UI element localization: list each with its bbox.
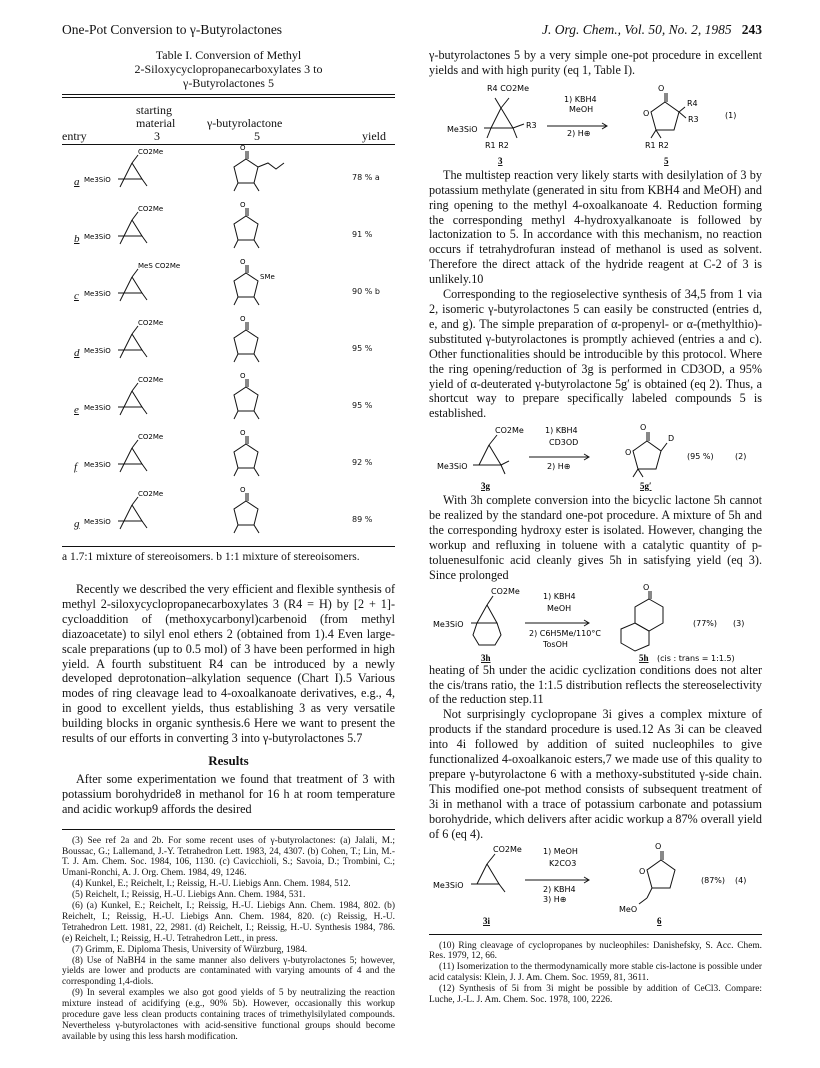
substituent-label: CO2Me [138,148,164,156]
footnote-rule [62,829,395,830]
footnote: (6) (a) Kunkel, E.; Reichelt, I.; Reissig, H.-U. Liebigs Ann. Chem. 1984, 802. (b) Reichelt, I.; Reissig, H.-U. Liebigs Ann. Chem. 1984, 820. (c) Reissig, H.-U. Tetrahedron Lett. 1981, 22, 2981. (d) Reichelt, I.; Reissig, H.-U. Synthesis 1984, 786. (e) Reichelt, I.; Reissig, H.-U. Tetrahedron Lett., in press. [62,901,395,944]
silyl-label: Me3SiO [84,518,111,526]
table-row [62,145,395,202]
journal-citation [542,22,762,38]
prod-r3-label: R3 [688,114,699,124]
svg-text:O: O [639,866,646,876]
svg-text:O: O [240,316,246,323]
silyl-label: Me3SiO [84,404,111,412]
row-structures [62,145,395,202]
right-column [429,48,762,1006]
header-yield: yield [362,129,386,143]
silyl-label: Me3SiO [433,619,464,629]
table-title-line: γ-Butyrolactones 5 [183,76,274,90]
paragraph: After some experimentation we found that treatment of 3 with potassium borohydride8 in methanol for 16 h at room temperature and acidic workup9 affords the desired [62,771,395,816]
left-column [62,48,395,1043]
table-bottom-rule [62,546,395,547]
equation-number: (1) [725,110,737,120]
row-structures [62,430,395,487]
row-entry: a [74,176,80,188]
prod-r4-label: R4 [687,98,698,108]
page-number: 243 [741,22,762,37]
yield-label: (77%) [693,618,718,628]
svg-text:O: O [240,373,246,380]
reagent-label: 2) C6H5Me/110°C [529,628,601,638]
row-yield: 95 % [352,344,373,353]
header-lactone: γ-butyrolactone [207,116,283,130]
ratio-label: (cis : trans = 1:1.5) [657,653,735,663]
substituent-label: CO2Me [495,426,524,436]
table-header [62,98,395,144]
row-yield: 78 % a [352,173,380,182]
compound-label: 5 [664,155,669,166]
reagent-label: 2) KBH4 [543,884,576,894]
equation-4-scheme [429,842,762,928]
substituent-label: MeS CO2Me [138,262,181,270]
reagent-label: 1) MeOH [543,846,578,856]
table-body [62,145,395,544]
silyl-label: Me3SiO [433,880,464,890]
table-row [62,259,395,316]
equation-4 [429,842,762,928]
substituent-label: CO2Me [138,490,164,498]
equation-1-scheme [429,78,762,168]
footnote: (12) Synthesis of 5i from 3i might be possible by addition of CeCl3. Compare: Luche, J.-L. J. Am. Chem. Soc. 1978, 100, 2226. [429,984,762,1006]
reagent-label: 1) KBH4 [545,426,578,436]
paragraph: γ-butyrolactones 5 by a very simple one-pot procedure in excellent yields and with high purity (eq 1, Table I). [429,48,762,77]
footnotes-left [62,836,395,1043]
svg-text:O: O [240,430,246,437]
footnote: (4) Kunkel, E.; Reichelt, I.; Reissig, H.-U. Liebigs Ann. Chem. 1984, 512. [72,879,351,890]
row-entry: d [74,347,80,359]
reagent-label: 1) KBH4 [543,591,576,601]
lactone-ring [651,102,679,130]
silyl-label: Me3SiO [84,461,111,469]
reagent-label: 3) H⊕ [543,894,567,904]
journal-name: J. Org. Chem., Vol. 50, No. 2, 1985 [542,22,732,37]
reagent-label: K2CO3 [549,858,577,868]
silyl-label: Me3SiO [84,347,111,355]
compound-label: 5h [639,652,649,663]
r1r2-label: R1 R2 [485,140,509,150]
table-row [62,202,395,259]
row-entry: g [74,518,80,530]
header-material: material [136,116,176,130]
table-title-line: Table I. Conversion of Methyl [155,48,302,62]
svg-text:O: O [625,448,632,458]
header-starting: starting [136,103,172,117]
row-yield: 90 % b [352,287,380,296]
substituent-label: CO2Me [138,205,164,213]
header-compound-5: 5 [254,129,260,143]
substituent-label: CO2Me [138,319,164,327]
footnotes-right [429,941,762,1006]
compound-label: 6 [657,915,662,926]
paragraph: Recently we described the very efficient and flexible synthesis of methyl 2-siloxycyclopropanecarboxylates 3 (R4 = H) by [2 + 1]-cycloaddition of (methoxycarbonyl)carbenoid (from methyl diazoacetate) to silyl enol ethers 2 (obtained from 1).4 Even large-scale preparations (up to 0.5 mol) of 3 have been performed in high yield. A fourth substituent R4 can be introduced by a newly developed deprotonation–alkylation sequence (Chart I).5 Various modes of ring cleavage lead to 4-oxoalkanoate derivatives, e.g., 4, in good to excellent yields, thus establishing 3 as very versatile building blocks in organic synthesis.6 Here we want to present the results of our efforts in converting 3 into γ-butyrolactones 5.7 [62,582,395,746]
svg-text:O: O [658,83,665,93]
row-yield: 91 % [352,230,373,239]
svg-text:O: O [240,259,246,266]
reagent-label: MeOH [569,104,594,114]
cyclopropane-ring [491,108,513,128]
yield-label: (95 %) [687,452,714,462]
reagent-label: 2) H⊕ [567,128,591,138]
svg-text:O: O [643,108,650,118]
prod-r1r2-label: R1 R2 [645,140,669,150]
compound-label: 5g′ [640,481,652,492]
reagent-label: TosOH [543,639,568,649]
row-yield: 95 % [352,401,373,410]
substituent-label: CO2Me [138,376,164,384]
section-heading-results: Results [208,752,249,768]
r4-co2me-label: R4 CO2Me [487,83,529,93]
table-row [62,430,395,487]
table-title-line: 2-Siloxycyclopropanecarboxylates 3 to [134,62,323,76]
silyl-label: Me3SiO [437,462,468,472]
deuterium-label: D [668,434,675,444]
footnote-rule [429,934,762,935]
table-row [62,487,395,544]
svg-text:O: O [240,487,246,494]
table-title [62,48,395,90]
reagent-label: 2) H⊕ [547,462,571,472]
footnote: (5) Reichelt, I.; Reissig, H.-U. Liebigs Ann. Chem. 1984, 531. [72,890,306,901]
equation-3 [429,583,762,663]
equation-1 [429,78,762,168]
substituent-label: CO2Me [493,844,522,854]
row-entry: f [74,461,78,473]
silyl-label: Me3SiO [84,233,111,241]
header-entry: entry [62,129,87,143]
paragraph: With 3h complete conversion into the bicyclic lactone 5h cannot be realized by the standard one-pot procedure. A mixture of 5h and the corresponding hydroxy ester is isolated. However, changing the workup and refluxing in toluene with a catalytic quantity of p-toluenesulfonic acid cleanly gives 5h in satisfying yield (eq 3). Since prolonged [429,493,762,582]
footnote: (8) Use of NaBH4 in the same manner also delivers γ-butyrolactones 5; however, yields are lower and products are contaminated with varying amounts of 4 and the corresponding 1,4-diols. [62,955,395,988]
row-structures [62,487,395,544]
running-header [62,22,762,40]
paragraph: The multistep reaction very likely starts with desilylation of 3 by potassium methylate (generated in situ from KBH4 and MeOH) and ring opening to the methyl 4-oxoalkanoate 4. Reduction forming the corresponding methyl 4-hydroxyalkanoate is followed by lactonization to 5. In accordance with this mechanism, no reaction occurs if tetrahydrofuran instead of methanol is used as solvent. Therefore the direct attack of the hydride reagent at C-2 of 3 is unlikely.10 [429,167,762,287]
footnote: (11) Isomerization to the thermodynamically more stable cis-lactone is possible under acid catalysis: Klein, J. J. Am. Chem. Soc. 1959, 81, 3611. [429,962,762,984]
footnote: (7) Grimm, E. Diploma Thesis, University of Würzburg, 1984. [72,944,308,955]
compound-label: 3i [483,915,491,926]
equation-2-scheme [429,421,762,493]
footnote: (10) Ring cleavage of cyclopropanes by nucleophiles: Danishefsky, S. Acc. Chem. Res. 1979, 12, 66. [429,940,762,962]
reagent-label: CD3OD [549,438,579,448]
equation-2 [429,421,762,493]
table-footnote: a 1.7:1 mixture of stereoisomers. b 1:1 mixture of stereoisomers. [62,551,360,563]
row-structures [62,316,395,373]
table-row [62,316,395,373]
running-title: One-Pot Conversion to γ-Butyrolactones [62,22,283,37]
equation-number: (3) [733,618,745,628]
substituent-label: CO2Me [491,586,520,596]
silyl-label: Me3SiO [84,290,111,298]
substituent-label: CO2Me [138,433,164,441]
row-yield: 92 % [352,458,373,467]
header-compound-3: 3 [154,129,160,143]
extra-substituent-label: SMe [260,273,275,281]
r3-label: R3 [526,120,537,130]
equation-number: (4) [735,875,747,885]
row-structures [62,259,395,316]
svg-text:O: O [640,423,647,433]
equation-number: (2) [735,452,747,462]
paragraph: Not surprisingly cyclopropane 3i gives a complex mixture of products if the standard procedure is used.12 As 3i can be cleaved into 4i followed by addition of suited nucleophiles to give functionalized 4-oxoalkanoic esters,7 we made use of this quality to prepare γ-butyrolactone 6 with a methoxy-substituted γ-side chain. This modified one-pot method consists of subsequent treatment of 3i in methanol with a trace of potassium carbonate and potassium borohydride, which delivers after acidic workup a 87% overall yield of 6 (eq 4). [429,707,763,841]
footnote: (3) See ref 2a and 2b. For some recent uses of γ-butyrolactones: (a) Jalali, M.; Boussac, G.; Lallemand, J.-Y. Tetrahedron Lett. 1983, 24, 4307. (b) Cohen, T.; Lin, M.-T. J. Am. Chem. Soc. 1984, 106, 1130. (c) Cavicchioli, S.; Savoia, D.; Trombini, C.; Umani-Ronchi, A. J. Org. Chem. 1984, 49, 1246. [62,835,395,879]
row-yield: 89 % [352,515,373,524]
svg-text:O: O [240,145,246,152]
methoxy-label: MeO [619,904,638,914]
svg-text:O: O [240,202,246,209]
reagent-label: MeOH [547,603,572,613]
row-structures [62,373,395,430]
footnote: (9) In several examples we also got good yields of 5 by neutralizing the reaction mixture instead of acidifying (e.g., 90% 5b). However, occasionally this workup procedure gave less clean products containing traces of trimethylsilylated compounds. Nevertheless γ-butyrolactones with acid-sensitive functional groups should become available by using this less harsh modification. [62,988,395,1042]
svg-text:O: O [655,841,662,851]
silyl-label: Me3SiO [84,176,111,184]
row-entry: c [74,290,79,302]
compound-label: 3 [498,155,503,166]
compound-label: 3g [481,481,490,492]
row-structures [62,202,395,259]
yield-label: (87%) [701,875,726,885]
compound-label: 3h [481,652,491,663]
silyl-label: Me3SiO [447,124,478,134]
equation-3-scheme [429,583,762,663]
table-row [62,373,395,430]
row-entry: b [74,233,80,245]
row-entry: e [74,404,79,416]
svg-text:O: O [643,582,650,592]
paragraph: Corresponding to the regioselective synthesis of 34,5 from 1 via 2, isomeric γ-butyrolactones 5 can easily be constructed (entries d, e, and g). The simple preparation of α-propenyl- or α-(methylthio)-substituted γ-butyrolactones is promptly achieved (entries a and c). Other functionalities should be introducible by this protocol. Where the ring opening/reduction of 3g is performed in CD3OD, a 95% yield of α-deuterated γ-butyrolactone 5g′ is obtained (eq 2). Thus, a shortcut way to prepare specifically labeled compounds 5 is established. [429,287,762,421]
reagent-label: 1) KBH4 [564,94,597,104]
paragraph: heating of 5h under the acidic cyclization conditions does not alter the cis/trans ratio, the 1:1.5 distribution reflects the stereoselectivity of the reduction step.11 [429,662,762,707]
